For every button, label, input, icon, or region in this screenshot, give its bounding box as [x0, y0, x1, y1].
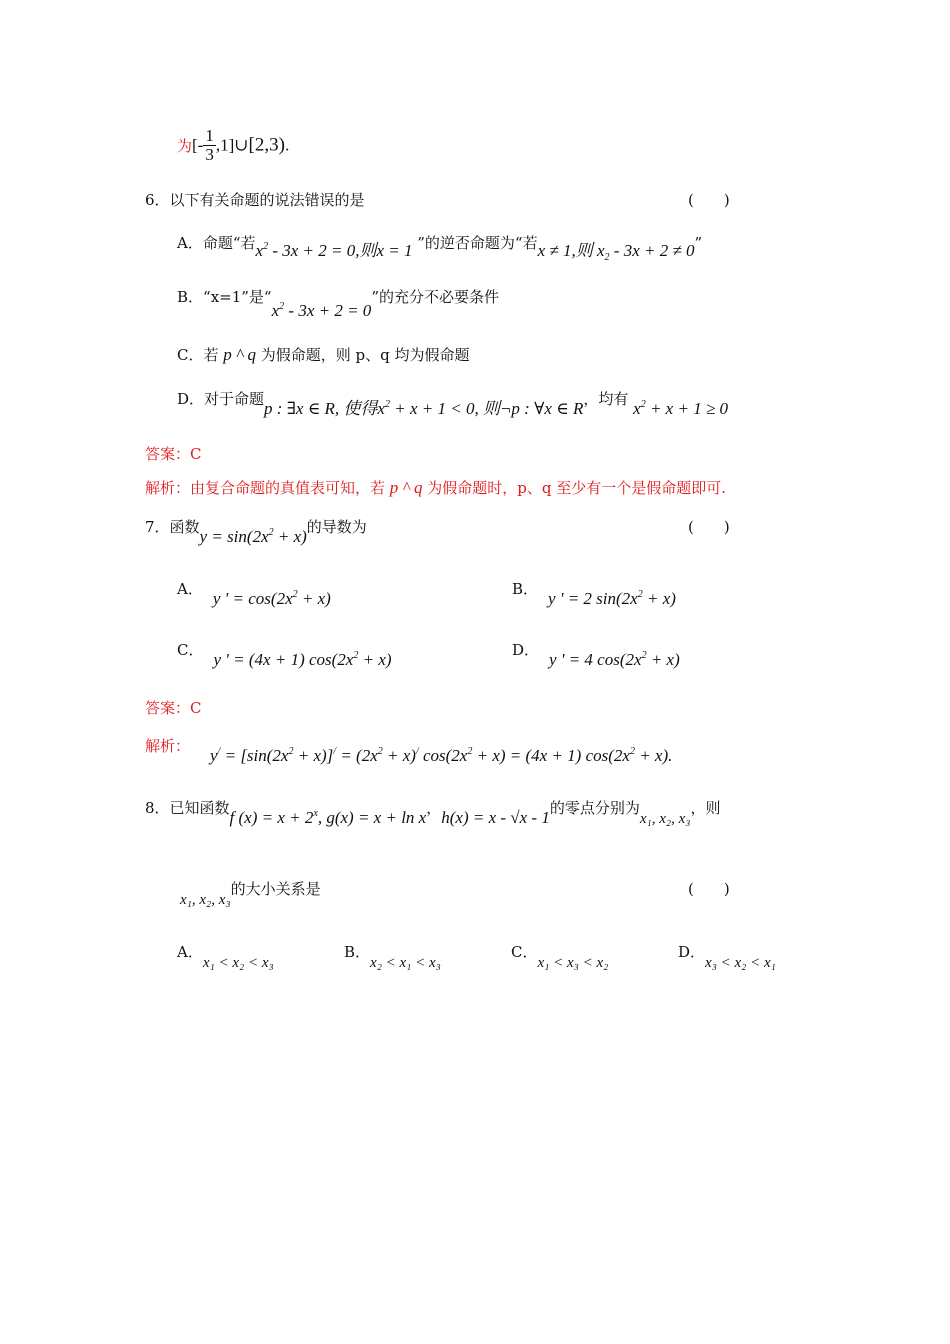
- sup: 2: [377, 746, 383, 757]
- q8-h: h(x) = x - √x - 1: [441, 808, 550, 827]
- q6-d-math2: [633, 399, 728, 418]
- sup: 2: [467, 746, 473, 757]
- q7-an-y: y: [210, 746, 218, 765]
- q8-option-a: [177, 941, 274, 971]
- sup: x: [313, 808, 318, 819]
- q7-stem: [145, 516, 367, 546]
- q8-option-d: [678, 941, 776, 971]
- q8-b-label: B．: [344, 943, 371, 961]
- q7-b-math: [548, 589, 676, 608]
- q7-an-f: cos(2x: [418, 746, 468, 765]
- sup: /: [333, 746, 337, 757]
- q8-line2-text: 的大小关系是: [230, 880, 321, 898]
- q8-option-c: [511, 941, 609, 971]
- q6-a-mid: ”的逆否命题为“若: [417, 234, 538, 252]
- q8-comma: ，: [426, 799, 442, 817]
- q6-b-label: B．“x=1”是“: [177, 288, 272, 306]
- q7-a-mb: + x): [297, 589, 331, 608]
- q7-an-h: + x): [634, 746, 669, 765]
- q5-prefix: 为: [177, 136, 193, 155]
- q7-an-b: = [sin(2x: [220, 746, 289, 765]
- sup: 2: [263, 241, 269, 252]
- q8-c-label: C．: [511, 943, 538, 961]
- q8-f-b: , g(x) = x + ln x: [317, 808, 427, 827]
- sup: 2: [384, 399, 390, 410]
- sup: 2: [279, 301, 285, 312]
- q7-option-a: [177, 578, 331, 608]
- q6-paren: ( ): [688, 191, 730, 209]
- q6-d-m2: x: [633, 399, 641, 418]
- q6-analysis-1: 解析：由复合命题的真值表可知，若: [145, 479, 386, 497]
- q7-c-m: y ' = (4x + 1) cos(2x: [213, 650, 354, 669]
- q7-c-label: C．: [177, 641, 204, 659]
- q6-d-mid: ，均有: [583, 390, 629, 408]
- q6-option-d: [177, 384, 729, 418]
- q5-after-frac: ,1]∪: [215, 135, 249, 155]
- q6-b-end: ”的充分不必要条件: [371, 288, 499, 306]
- q8-option-b: [344, 941, 441, 971]
- q6-b-math: [272, 301, 372, 320]
- q6-a-m1b: - 3x + 2 = 0,则x = 1: [268, 241, 413, 260]
- q6-b-m: x: [271, 301, 280, 320]
- q6-option-b: [177, 286, 499, 320]
- q8-d-math: x₃ < x₂ < x₁: [705, 955, 776, 971]
- q7-c-mb: + x): [358, 650, 392, 669]
- q8-line2-math: x₁, x₂, x₃: [180, 892, 231, 908]
- q5-end: .: [284, 136, 290, 155]
- q6-c-math: p ^ q: [223, 345, 256, 364]
- q7-an-end: .: [668, 746, 673, 765]
- q6-a-math2: [537, 241, 695, 263]
- q6-a-m2b: - 3x + 2 ≠ 0: [609, 241, 695, 260]
- q7-func-a: y = sin(2x: [199, 527, 269, 546]
- sup: 2: [641, 650, 647, 661]
- sup: 2: [353, 650, 359, 661]
- q6-option-a: [177, 228, 703, 263]
- q6-d-math1: [264, 399, 583, 418]
- q5-fraction: [203, 127, 216, 164]
- q7-func-b: + x): [273, 527, 307, 546]
- q6-c-text1: C．若: [177, 346, 219, 364]
- q5-interval: [2,3): [248, 134, 285, 156]
- q7-an-c: + x)]: [293, 746, 334, 765]
- q5-bracket-open: [-: [192, 135, 204, 155]
- q6-a-math1: [256, 241, 413, 260]
- q8-stem: [145, 797, 721, 827]
- q6-stem: 6．以下有关命题的说法错误的是: [145, 191, 365, 209]
- sup: 2: [629, 746, 635, 757]
- q8-a-label: A．: [177, 943, 203, 961]
- q7-an-e: + x): [382, 746, 416, 765]
- q7-b-label: B．: [512, 580, 539, 598]
- q6-d-m2b: + x + 1 ≥ 0: [645, 399, 729, 418]
- sup: 2: [268, 527, 274, 538]
- q6-analysis-math: p ^ q: [389, 478, 423, 497]
- q6-a-end: ”: [694, 234, 703, 252]
- q7-a-math: [213, 589, 331, 608]
- q8-paren: ( ): [688, 880, 730, 898]
- q6-answer: 答案：C: [145, 445, 202, 463]
- q8-stem-label: 8．已知函数: [145, 799, 230, 817]
- q7-b-mb: + x): [642, 589, 676, 608]
- q6-a-m2: x ≠ 1,则 x: [537, 241, 605, 260]
- q7-an-d: = (2x: [336, 746, 378, 765]
- q7-d-m: y ' = 4 cos(2x: [549, 650, 642, 669]
- q7-option-b: [512, 578, 676, 608]
- q7-a-label: A．: [177, 580, 203, 598]
- q6-d-m1b: + x + 1 < 0, 则¬p : ∀x ∈ R: [389, 399, 584, 418]
- q8-b-math: x₂ < x₁ < x₃: [370, 955, 441, 971]
- q8-a-math: x₁ < x₂ < x₃: [202, 955, 274, 971]
- q6-b-mb: - 3x + 2 = 0: [284, 301, 372, 320]
- sup: 2: [288, 746, 294, 757]
- q7-paren: ( ): [688, 518, 730, 536]
- q8-f-a: f (x) = x + 2: [229, 808, 314, 827]
- q6-option-c: [177, 344, 469, 365]
- q7-answer: 答案：C: [145, 699, 202, 717]
- q8-d-label: D．: [678, 943, 706, 961]
- q6-analysis: [145, 477, 726, 498]
- sub: 2: [604, 252, 610, 263]
- q7-an-g: + x) = (4x + 1) cos(2x: [472, 746, 630, 765]
- sup: 2: [292, 589, 298, 600]
- q8-f: [230, 808, 427, 827]
- q7-analysis: [145, 735, 673, 765]
- q6-d-label: D．对于命题: [177, 390, 265, 408]
- q5-fraction-den: 3: [205, 144, 214, 164]
- q8-c-math: x₁ < x₃ < x₂: [537, 955, 609, 971]
- q7-stem2: 的导数为: [306, 518, 367, 536]
- q6-a-m1: x: [255, 241, 264, 260]
- q7-option-d: [512, 639, 680, 669]
- q6-a-label: A．命题“若: [177, 234, 256, 252]
- q7-option-c: [177, 639, 392, 669]
- q5-answer-interval: [177, 127, 290, 164]
- sup: /: [217, 746, 221, 757]
- q7-d-label: D．: [512, 641, 540, 659]
- q7-d-math: [549, 650, 680, 669]
- q7-c-math: [213, 650, 391, 669]
- sup: 2: [637, 589, 643, 600]
- q7-stem-label: 7．函数: [145, 518, 200, 536]
- q5-fraction-num: 1: [205, 126, 214, 145]
- q7-func: [200, 527, 307, 546]
- q7-analysis-label: 解析：: [145, 737, 191, 755]
- q8-line2: [180, 878, 321, 908]
- q8-roots: x₁, x₂, x₃: [639, 811, 691, 827]
- q6-c-text2: 为假命题，则 p、q 均为假命题: [260, 346, 470, 364]
- q7-analysis-math: [210, 746, 672, 765]
- q7-a-m: y ' = cos(2x: [212, 589, 293, 608]
- sup: 2: [640, 399, 646, 410]
- sup: /: [415, 746, 419, 757]
- q6-d-m1: p : ∃x ∈ R, 使得x: [264, 399, 385, 418]
- q8-stem3: ，则: [690, 799, 721, 817]
- q7-d-mb: + x): [646, 650, 680, 669]
- q8-stem2: 的零点分别为: [549, 799, 640, 817]
- q7-b-m: y ' = 2 sin(2x: [548, 589, 638, 608]
- q6-analysis-2: 为假命题时，p、q 至少有一个是假命题即可.: [427, 479, 726, 497]
